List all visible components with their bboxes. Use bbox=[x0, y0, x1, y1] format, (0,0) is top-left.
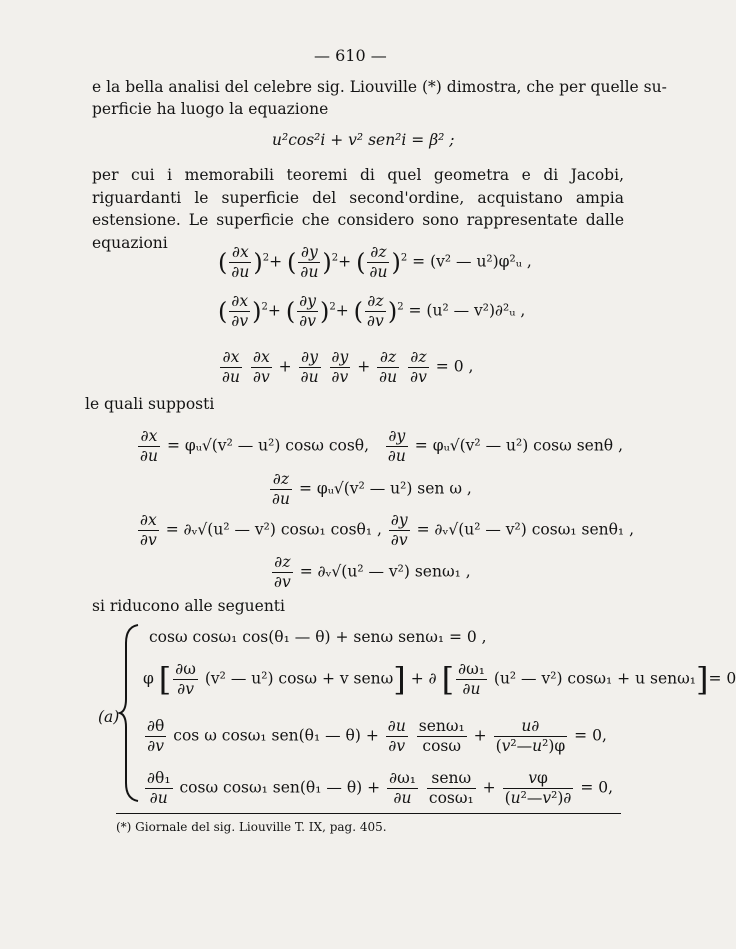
system-2-rhs: = 0 bbox=[708, 669, 736, 688]
system-equation-1: cosω cosω₁ cos(θ₁ — θ) + senω senω₁ = 0 , bbox=[149, 628, 487, 646]
equation-2: ( $\frac{\partial x}{\partial v}$ )$^2$+ ( $\frac{\partial y}{\partial v}$ )$^2$+ ( $\frac{\partial z}{\partial v}$ )$^2$ = (u² — v²)∂²ᵤ , bbox=[218, 292, 526, 330]
equation-4: $\frac{\partial x}{\partial u}$ = φᵤ√(v² — u²) cosω cosθ, $\frac{\partial y}{\partial u}$ = φᵤ√(v² — u²) cosω senθ , bbox=[140, 427, 623, 465]
equation-3: $\frac{\partial x}{\partial u}$ $\frac{\partial x}{\partial v}$ + $\frac{\partial y}{\partial u}$ $\frac{\partial y}{\partial v}$ + $\frac{\partial z}{\partial u}$ $\frac{\partial z}{\partial v}$ = 0 , bbox=[222, 348, 474, 386]
equation-2-rhs: = (u² — v²)∂²ᵤ , bbox=[408, 301, 526, 320]
equation-5-rhs: = φᵤ√(v² — u²) sen ω , bbox=[298, 479, 472, 498]
system-3-rhs: = 0, bbox=[574, 726, 607, 745]
equation-1: ( $\frac{\partial x}{\partial u}$ )$^2$+ ( $\frac{\partial y}{\partial u}$ )$^2$+ ( $\frac{\partial z}{\partial u}$ )$^2$ = (v² — u²)φ²ᵤ , bbox=[218, 243, 532, 281]
system-2-delta: + ∂ bbox=[410, 669, 437, 688]
system-equation-2: φ [ $\frac{\partial\omega}{\partial v}$ (v² — u²) cosω + v senω] + ∂ [ $\frac{\text{∂ω₁}}{\partial u}$ (u² — v²) cosω₁ + u senω₁]= 0 bbox=[143, 660, 736, 699]
page-number: — 610 — bbox=[314, 46, 387, 65]
system-label: (a) bbox=[98, 708, 120, 726]
equation-3-rhs: = 0 , bbox=[435, 357, 474, 376]
footnote-divider bbox=[116, 813, 621, 814]
system-3-plus: + bbox=[473, 726, 487, 745]
equation-6b-rhs: = ∂ᵥ√(u² — v²) cosω₁ senθ₁ , bbox=[416, 520, 635, 539]
equation-7: $\frac{\partial z}{\partial v}$ = ∂ᵥ√(u² — v²) senω₁ , bbox=[274, 553, 471, 591]
intro-line-2: perficie ha luogo la equazione bbox=[92, 100, 329, 118]
left-brace-icon bbox=[118, 623, 142, 803]
equation-6: $\frac{\partial x}{\partial v}$ = ∂ᵥ√(u² — v²) cosω₁ cosθ₁ , $\frac{\partial y}{\partial v}$ = ∂ᵥ√(u² — v²) cosω₁ senθ₁ , bbox=[140, 511, 635, 549]
system-2-phi: φ bbox=[143, 669, 154, 688]
equation-1-rhs: = (v² — u²)φ²ᵤ , bbox=[412, 252, 532, 271]
footnote: (*) Giornale del sig. Liouville T. IX, pag. 405. bbox=[116, 820, 387, 834]
paragraph-2: per cui i memorabili teoremi di quel geometra e di Jacobi, riguardanti le superficie del second'ordine, acquistano ampia estensione. Le superficie che considero sono rappresentate dalle equazioni bbox=[92, 166, 624, 252]
equation-0: u²cos²i + v² sen²i = β² ; bbox=[272, 131, 455, 149]
equation-7-rhs: = ∂ᵥ√(u² — v²) senω₁ , bbox=[299, 562, 471, 581]
system-4-plus: + bbox=[482, 778, 496, 797]
si-riducono-text: si riducono alle seguenti bbox=[92, 597, 285, 615]
system-2-bracket-2: (u² — v²) cosω₁ + u senω₁ bbox=[493, 669, 696, 688]
le-quali-text: le quali supposti bbox=[85, 395, 215, 413]
intro-line-1: e la bella analisi del celebre sig. Liouville (*) dimostra, che per quelle su- bbox=[92, 78, 667, 96]
system-4-term-1: cosω cosω₁ sen(θ₁ — θ) + bbox=[179, 778, 381, 797]
system-4-rhs: = 0, bbox=[580, 778, 614, 797]
system-2-bracket-1: (v² — u²) cosω + v senω bbox=[204, 669, 394, 688]
equation-4b-rhs: = φᵤ√(v² — u²) cosω senθ , bbox=[414, 436, 623, 455]
equation-6a-rhs: = ∂ᵥ√(u² — v²) cosω₁ cosθ₁ , bbox=[165, 520, 382, 539]
equation-5: $\frac{\partial z}{\partial u}$ = φᵤ√(v² — u²) sen ω , bbox=[272, 470, 472, 508]
equation-4a-rhs: = φᵤ√(v² — u²) cosω cosθ, bbox=[166, 436, 370, 455]
system-3-term-1: cos ω cosω₁ sen(θ₁ — θ) + bbox=[173, 726, 379, 745]
system-equation-4: $\frac{\text{∂θ₁}}{\partial u}$ cosω cosω₁ sen(θ₁ — θ) + $\frac{\text{∂ω₁}}{\partial u}$ $\frac{\text{senω}}{\text{cosω₁}}$ + $\frac{v\varphi}{\text{(u²—v²)∂}}$ = 0, bbox=[147, 769, 614, 807]
system-equation-3: $\frac{\partial\theta}{\partial v}$ cos ω cosω₁ sen(θ₁ — θ) + $\frac{\partial u}{\partial v}$ $\frac{\text{senω₁}}{\cos\omega}$ + $\frac{u\partial}{\text{(v²—u²)φ}}$ = 0, bbox=[147, 717, 607, 755]
